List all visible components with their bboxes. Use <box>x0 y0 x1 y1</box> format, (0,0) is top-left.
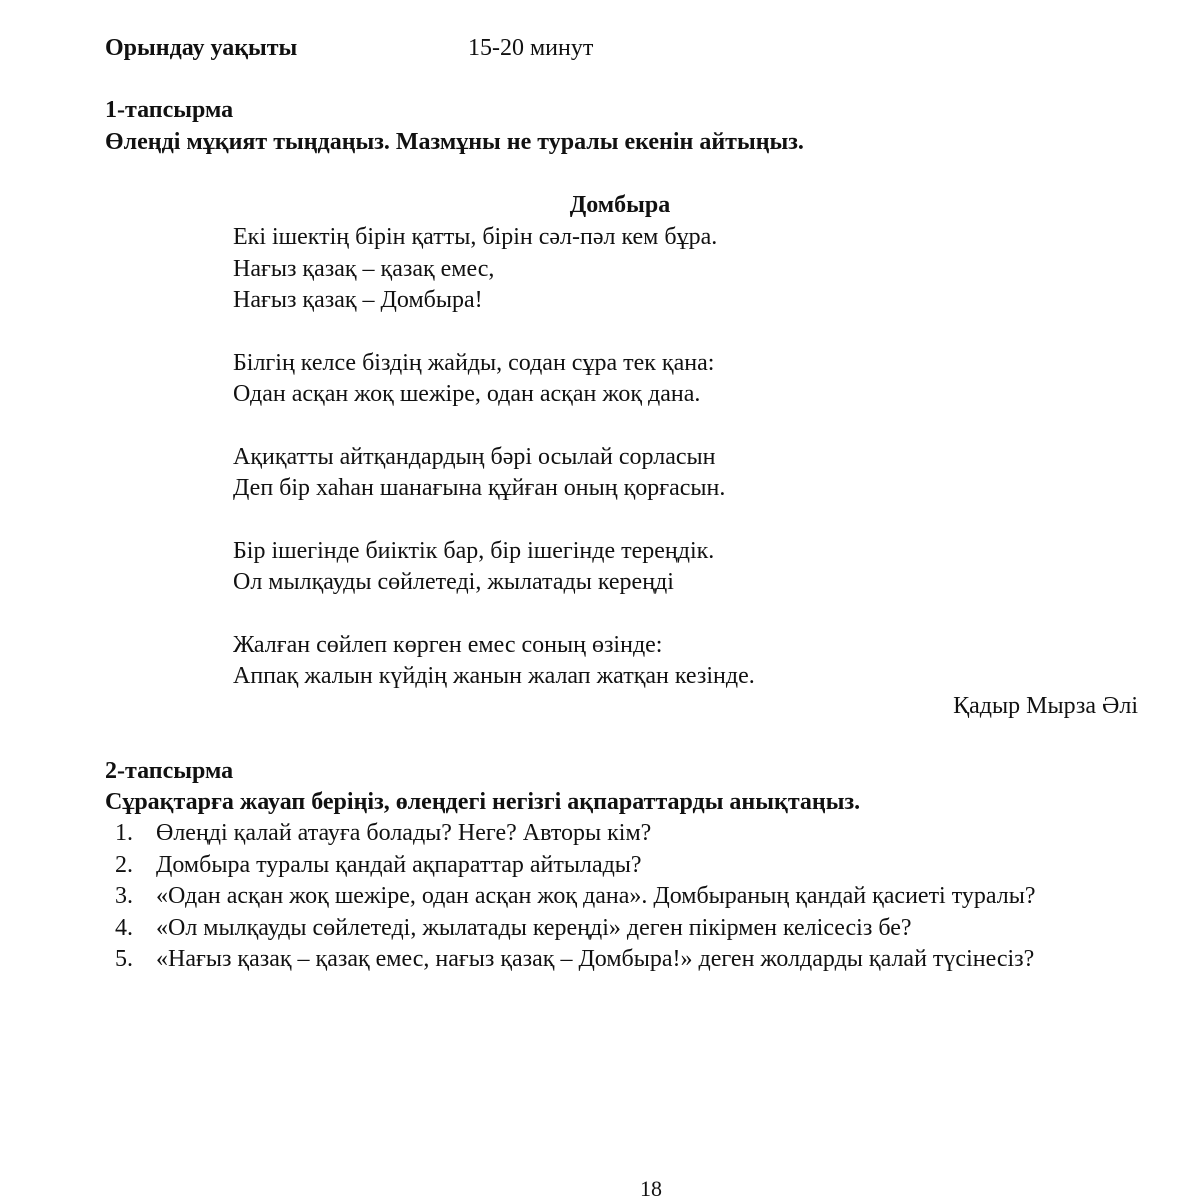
question-item <box>105 818 1085 850</box>
question-text: «Ол мылқауды сөйлетеді, жылатады кереңді» деген пікірмен келісесіз бе? <box>156 914 912 941</box>
time-label: Орындау уақыты <box>105 35 298 61</box>
task2-title: 2-тапсырма <box>105 758 234 784</box>
poem-line: Жалған сөйлеп көрген емес соның өзінде: <box>233 631 663 658</box>
poem-line: Екі ішектің бірін қатты, бірін сәл-пәл кем бұра. <box>233 224 718 250</box>
question-number: 4. <box>115 914 133 941</box>
time-value: 15-20 минут <box>468 35 594 61</box>
question-text: «Одан асқан жоқ шежіре, одан асқан жоқ дана». Домбыраның қандай қасиеті туралы? <box>156 883 1036 909</box>
question-number: 2. <box>115 851 133 878</box>
poem-body <box>233 222 755 693</box>
poem-author: Қадыр Мырза Әлі <box>953 693 1138 719</box>
question-item <box>105 881 1085 913</box>
question-number: 1. <box>115 820 133 846</box>
question-item <box>105 850 1085 882</box>
poem-line: Ол мылқауды сөйлетеді, жылатады кереңді <box>233 569 674 595</box>
question-item <box>105 913 1085 945</box>
poem-line: Деп бір хаһан шанағына құйған оның қорғасын. <box>233 475 726 501</box>
poem-stanza <box>233 348 755 411</box>
poem-stanza <box>233 222 755 317</box>
question-text: Өлеңді қалай атауға болады? Неге? Авторы кім? <box>156 820 652 846</box>
task1-title: 1-тапсырма <box>105 97 234 123</box>
poem-line: Ақиқатты айтқандардың бәрі осылай сорласын <box>233 443 716 470</box>
poem-line: Білгің келсе біздің жайды, содан сұра тек қана: <box>233 349 715 376</box>
poem-line: Аппақ жалын күйдің жанын жалап жатқан кезінде. <box>233 663 755 689</box>
question-text: Домбыра туралы қандай ақпараттар айтылады? <box>156 851 642 878</box>
poem-stanza <box>233 630 755 693</box>
poem-line: Нағыз қазақ – Домбыра! <box>233 287 483 313</box>
task1-instruction: Өлеңді мұқият тыңдаңыз. Мазмұны не туралы екенін айтыңыз. <box>105 129 804 155</box>
poem-stanza <box>233 442 755 505</box>
question-text: «Нағыз қазақ – қазақ емес, нағыз қазақ – Домбыра!» деген жолдарды қалай түсінесіз? <box>156 946 1035 972</box>
question-list <box>105 818 1085 976</box>
poem-line: Нағыз қазақ – қазақ емес, <box>233 255 495 282</box>
question-number: 5. <box>115 946 133 972</box>
question-item <box>105 944 1085 976</box>
question-number: 3. <box>115 883 133 909</box>
poem-stanza <box>233 536 755 599</box>
poem-line: Бір ішегінде биіктік бар, бір ішегінде тереңдік. <box>233 537 715 564</box>
poem-line: Одан асқан жоқ шежіре, одан асқан жоқ дана. <box>233 381 701 407</box>
poem-title: Домбыра <box>569 192 671 218</box>
page-number: 18 <box>640 1176 662 1201</box>
task2-instruction: Сұрақтарға жауап беріңіз, өлеңдегі негізгі ақпараттарды анықтаңыз. <box>105 789 861 815</box>
